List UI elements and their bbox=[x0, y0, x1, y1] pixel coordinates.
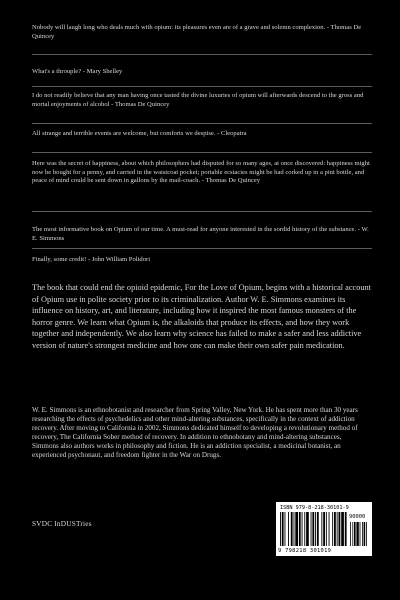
barcode-digits: 9 798218 301019 bbox=[278, 548, 332, 554]
quote-6: The most informative book on Opium of our time. A must-read for anyone interested in the sordid history of the substance. - W. E. Simmons bbox=[32, 226, 369, 242]
author-bio: W. E. Simmons is an ethnobotanist and researcher from Spring Valley, New York. He has spent more than 30 years researching the effects of psychedelics and other mind-altering substances, specifically in the context of addiction recovery. After moving to California in 2002, Simmons dedicated himself to developing a revolutionary method of recovery, The California Sober method of recovery. In addition to ethnobotany and mind-altering substances, Simmons also authors works in philosophy and fiction. He is an addiction specialist, a medicinal botanist, an experienced psychonaut, and freedom fighter in the War on Drugs. bbox=[32, 406, 358, 459]
isbn-label: ISBN 979-8-218-30101-9 bbox=[280, 505, 349, 511]
quote-3: I do not readily believe that any man having once tasted the divine luxuries of opium will afterwards descend to the gross and mortal enjoyments of alcohol - Thomas De Quincey bbox=[32, 92, 364, 108]
divider-4 bbox=[32, 152, 372, 153]
quote-1: Nobody will laugh long who deals much with opium: its pleasures even are of a grave and solemn complexion. - Thomas De Quincey bbox=[32, 24, 362, 40]
book-description: The book that could end the opioid epidemic, For the Love of Opium, begins with a historical account of Opium use in polite society prior to its criminalization. Author W. E. Simmons examines its influence on history, art, and literature, including how it inspired the most famous monsters of the horror genre. We learn what Opium is, the alkaloids that produce its effects, and how they work together and independently. We also learn why science has failed to make a safer and less addictive version of nature's strongest medicine and how one can make their own safer pain medication. bbox=[32, 283, 371, 350]
divider-3 bbox=[32, 123, 372, 124]
publisher-name: SVDC InDUSTries bbox=[32, 519, 92, 528]
quote-4: All strange and terrible events are welcome, but comforts we despise. - Cleopatra bbox=[32, 130, 247, 137]
divider-5 bbox=[32, 211, 372, 212]
divider-6 bbox=[32, 248, 372, 249]
divider-1 bbox=[32, 54, 372, 55]
quote-5: Here was the secret of happiness, about which philosophers had disputed for so many ages, at once discovered: happiness might now be bought for a penny, and carried in the waistcoat pocket; portable ecstacies might be had corked up in a pint bottle, and peace of mind could be sent down in gallons by the mail-coach. - Thomas De Quincey bbox=[32, 160, 370, 185]
divider-2 bbox=[32, 86, 372, 87]
quote-7: Finally, some credit! - John William Polidori bbox=[32, 256, 151, 263]
quote-2: What's a throuple? - Mary Shelley bbox=[32, 68, 123, 75]
isbn-barcode bbox=[276, 502, 372, 556]
price-code: 90000 bbox=[349, 514, 366, 520]
